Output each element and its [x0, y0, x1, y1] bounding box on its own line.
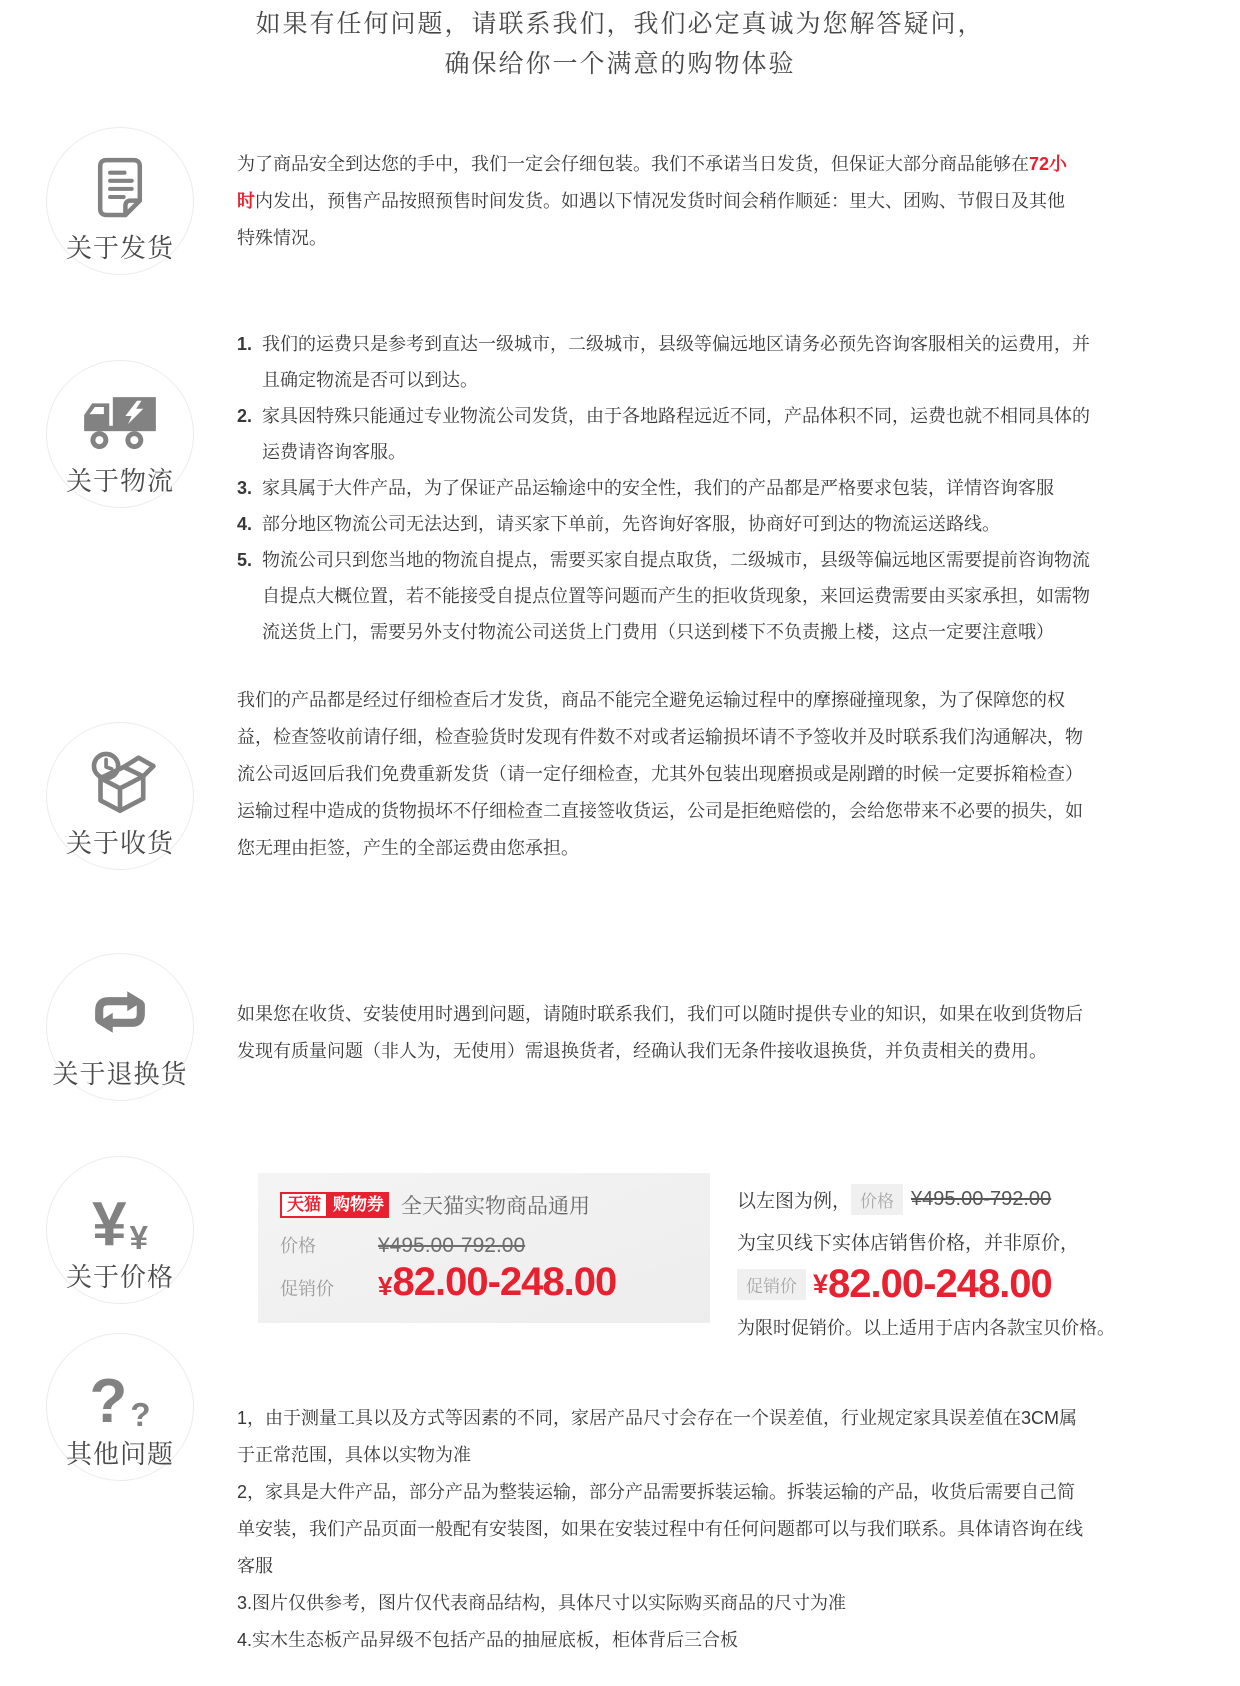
price-card-badge-row — [280, 1190, 710, 1220]
truck-icon — [77, 391, 163, 457]
promo-price-row — [280, 1260, 710, 1305]
others-paragraph: 4.实木生态板产品昇级不包括产品的抽屉底板，柜体背后三合板 — [237, 1630, 739, 1650]
exchange-arrows-icon — [82, 974, 158, 1050]
logistics-item — [237, 506, 1097, 542]
document-icon — [84, 152, 156, 224]
shipping-label: 关于发货 — [65, 232, 174, 263]
others-paragraph: 2，家具是大件产品，部分产品为整装运输，部分产品需要拆装运输。拆装运输的产品，收货后需要自己简单安装，我们产品页面一般配有安装图，如果在安装过程中有任何问题都可以与我们联系。具体请咨询在线客服 — [237, 1482, 1083, 1576]
receiving-icon-wrap — [81, 733, 159, 819]
logistics-list — [237, 326, 1097, 650]
others-icon-circle — [46, 1333, 194, 1481]
price-card — [258, 1173, 710, 1323]
question-icon — [89, 1366, 151, 1436]
note-prefix: 以左图为例， — [737, 1191, 852, 1212]
others-paragraph: 1，由于测量工具以及方式等因素的不同，家居产品尺寸会存在一个误差值，行业规定家具误差值在3CM属于正常范围，具体以实物为准 — [237, 1408, 1078, 1465]
logistics-icon-wrap — [77, 371, 163, 457]
pricing-icon-wrap — [92, 1167, 148, 1259]
item-number: 1. — [237, 334, 253, 354]
note-promo-currency: ¥ — [813, 1269, 829, 1299]
item-text: 家具因特殊只能通过专业物流公司发货，由于各地路程远近不同，产品体积不同，运费也就不相同具体的运费请咨询客服。 — [262, 406, 1090, 462]
price-label: 价格 — [280, 1236, 316, 1256]
yuan-glyph-big: ¥ — [92, 1189, 127, 1259]
logistics-item — [237, 470, 1097, 506]
note-promo-price: 82.00-248.00 — [828, 1262, 1052, 1306]
header-line-1: 如果有任何问题，请联系我们，我们必定真诚为您解答疑问， — [255, 10, 985, 38]
question-glyph-small: ? — [130, 1395, 151, 1433]
yuan-icon — [92, 1189, 148, 1259]
price-note-line-4: 为限时促销价。以上适用于店内各款宝贝价格。 — [737, 1318, 1115, 1338]
item-number: 4. — [237, 514, 253, 534]
badge-description: 全天猫实物商品通用 — [401, 1195, 590, 1218]
shipping-text-after: 内发出，预售产品按照预售时间发货。如遇以下情况发货时间会稍作顺延：里大、团购、节假日及其他特殊情况。 — [237, 191, 1065, 248]
promo-currency: ¥ — [378, 1271, 393, 1301]
receiving-text: 我们的产品都是经过仔细检查后才发货，商品不能完全避免运输过程中的摩擦碰撞现象，为了保障您的权益，检查签收前请仔细，检查验货时发现有件数不对或者运输损坏请不予签收并及时联系我们沟通解决，物流公司返回后我们免费重新发货（请一定仔细检查，尤其外包装出现磨损或是剐蹭的时候一定要拆箱检查）运输过程中造成的货物损坏不仔细检查二直接签收货运，公司是拒绝赔偿的，会给您带来不必要的损失，如您无理由拒签，产生的全部运费由您承担。 — [237, 690, 1083, 858]
item-text: 物流公司只到您当地的物流自提点，需要买家自提点取货，二级城市，县级等偏远地区需要提前咨询物流自提点大概位置，若不能接受自提点位置等问题而产生的拒收货现象，来回运费需要由买家承担，如需物流送货上门，需要另外支付物流公司送货上门费用（只送到楼下不负责搬上楼，这点一定要注意哦） — [262, 550, 1090, 642]
logistics-label: 关于物流 — [65, 465, 174, 496]
price-note-line-2: 为宝贝线下实体店销售价格，并非原价， — [737, 1233, 1080, 1254]
receiving-label: 关于收货 — [65, 827, 174, 858]
promo-price: 82.00-248.00 — [392, 1260, 617, 1304]
price-note-line-1 — [737, 1184, 1129, 1215]
receiving-icon-circle — [46, 722, 194, 870]
item-text: 我们的运费只是参考到直达一级城市，二级城市，县级等偏远地区请务必预先咨询客服相关的运费用，并且确定物流是否可以到达。 — [262, 334, 1090, 390]
others-label: 其他问题 — [65, 1438, 174, 1469]
note-price-label: 价格 — [851, 1184, 903, 1215]
item-text: 家具属于大件产品，为了保证产品运输途中的安全性，我们的产品都是严格要求包装，详情咨询客服 — [262, 478, 1054, 498]
others-icon-wrap — [89, 1344, 151, 1436]
item-number: 5. — [237, 550, 253, 570]
header-line-2: 确保给你一个满意的购物体验 — [444, 50, 796, 78]
others-paragraph: 3.图片仅供参考，图片仅代表商品结构，具体尺寸以实际购买商品的尺寸为准 — [237, 1593, 847, 1613]
returns-icon-circle — [46, 953, 194, 1101]
shipping-highlight: 72小时 — [237, 154, 1068, 211]
promo-label: 促销价 — [280, 1279, 334, 1299]
returns-icon-wrap — [82, 964, 158, 1050]
shipping-text — [237, 146, 1073, 257]
note-promo-label: 促销价 — [737, 1269, 806, 1300]
header — [0, 4, 1240, 84]
shipping-text-before: 为了商品安全到达您的手中，我们一定会仔细包装。我们不承诺当日发货，但保证大部分商品能够在 — [237, 154, 1029, 174]
logistics-icon-circle — [46, 360, 194, 508]
returns-label: 关于退换货 — [52, 1058, 188, 1089]
pricing-label: 关于价格 — [65, 1261, 174, 1292]
item-number: 2. — [237, 406, 253, 426]
returns-text: 如果您在收货、安装使用时遇到问题，请随时联系我们，我们可以随时提供专业的知识，如果在收到货物后发现有质量问题（非人为，无使用）需退换货者，经确认我们无条件接收退换货，并负责相关的费用。 — [237, 1004, 1083, 1061]
price-note — [737, 1184, 1129, 1340]
original-price: ¥495.00-792.00 — [378, 1234, 526, 1257]
yuan-glyph-small: ¥ — [129, 1218, 148, 1256]
shipping-icon-wrap — [84, 138, 156, 224]
original-price-row — [280, 1232, 710, 1258]
price-note-line-3 — [737, 1262, 1129, 1307]
pricing-icon-circle — [46, 1156, 194, 1304]
others-list — [237, 1400, 1087, 1659]
logistics-item — [237, 326, 1097, 398]
tmall-badge: 天猫 — [280, 1192, 328, 1218]
logistics-item — [237, 398, 1097, 470]
item-number: 3. — [237, 478, 253, 498]
box-clock-icon — [81, 741, 159, 819]
shipping-icon-circle — [46, 127, 194, 275]
note-original-price: ¥495.00-792.00 — [911, 1188, 1052, 1210]
logistics-item — [237, 542, 1097, 650]
item-text: 部分地区物流公司无法达到，请买家下单前，先咨询好客服，协商好可到达的物流运送路线。 — [262, 514, 1000, 534]
coupon-badge: 购物券 — [328, 1192, 389, 1218]
question-glyph-big: ? — [89, 1366, 128, 1436]
